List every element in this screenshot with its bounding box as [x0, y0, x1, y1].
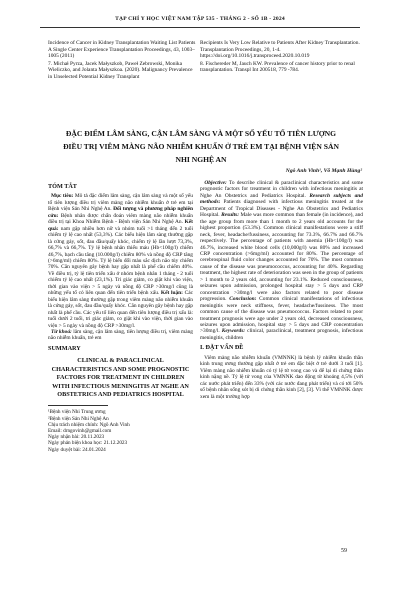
footnote: ²Bệnh viện Sản Nhi Nghệ An — [48, 415, 109, 422]
label: Keywords: — [221, 328, 246, 335]
tom-tat-heading: TÓM TẮT — [48, 183, 77, 190]
text: To describe clinical & paraclinical characteristics and some prognostic factors for treatment in children with infectious meningitis at Nghe An Obstetrics and Pediatrics Hospital. — [200, 180, 363, 199]
references-right — [200, 40, 360, 75]
label: Đối tượng và phương pháp nghiên cứu: — [48, 206, 193, 219]
abstract-paragraph — [200, 180, 363, 341]
text: Male was more common than female (in incidence), and the age group from more than 1 month to 2 years old accounts for the highest proportion (53.3%). Common clinical manifestations were a stiff neck, fever, headache/fussiness, accounting for 73.3%, 66.7% and 66.7% respectively. The percentage of patients with anemia (Hb<100g/l) was 46.7%, increased white blood cells (10,000g/l) was 80% and increased CRP concentration (>6mg/ml) accounted for 80%. The percentage of cerebrospinal fluid color changes accounted for 70%. The most common cause of the disease was pneumococcus, accounting for 40%. Regarding treatment, the highest rate of deterioration was seen in the group of patients > 1 month to 2 years old, accounting for 23.1%. Reduced consciousness, seizures upon admission, prolonged hospital stay > 5 days and CRP concentration >30mg/l were also factors related to poor disease progression. — [200, 212, 363, 303]
intro-paragraph — [200, 355, 363, 400]
label: Research subjects and methods: — [200, 192, 363, 206]
footnote: Ngày duyệt bài: 24.01.2024 — [48, 446, 106, 453]
text: Mô tả đặc điểm lâm sàng, cận lâm sàng và một số yếu tố tiên lượng điều trị viêm màng não nhiễm khuẩn ở trẻ em tại Bệnh viện Sản Nhi Nghệ An. — [48, 193, 193, 213]
right-column — [200, 180, 363, 400]
footnotes — [48, 409, 193, 452]
reference-item: Incidence of Cancer in Kidney Transplantation Waiting List Patients A Single Center Experience Transplantation Proceedings, 43, 1003–1005 (2011) — [48, 40, 196, 59]
summary-heading: SUMMARY — [48, 344, 81, 352]
label: Results: — [221, 212, 240, 219]
label: Kết quả: — [48, 219, 193, 232]
reference-item: 7. Michał Pyrza, Jacek Małyszkob, Paweł Zebrowski, Monika Wieliczko, and Jolanta Małyszkoa. (2020). Malignancy Prevalence in Unselected Potential Kidney Transplant — [48, 60, 193, 80]
article-title: ĐẶC ĐIỂM LÂM SÀNG, CẬN LÂM SÀNG VÀ MỘT SỐ YẾU TỐ TIÊN LƯỢNG ĐIỀU TRỊ VIÊM MÀNG NÃO NHIỄM KHUẨN Ở TRẺ EM TẠI BỆNH VIỆN SẢN NHI NGHỆ AN — [63, 129, 339, 164]
reference-item: Recipients Is Very Low Relative to Patients After Kidney Transplantation. Transplantation Proceedings, 20, 1-4. https://doi.org/10.1016/j.transproceed.2020.10.019 — [200, 40, 360, 59]
page-number: 59 — [341, 548, 347, 554]
text: lâm sàng, cận lâm sàng, tiên lượng điều trị, viêm màng não nhiễm khuẩn, trẻ em — [48, 328, 193, 342]
left-column — [48, 180, 193, 453]
journal-header: TẠP CHÍ Y HỌC VIỆT NAM TẬP 535 - THÁNG 2 - SỐ 1B - 2024 — [115, 16, 285, 22]
footnote: Chịu trách nhiệm chính: Ngô Anh Vinh — [48, 421, 130, 428]
footnote: Email: drngovinh@gmail.com — [48, 427, 112, 434]
text: Các biểu hiện lâm sàng thường gặp trong viêm màng não nhiễm khuẩn là cứng gáy, sốt, đau đầu/quấy khóc. Căn nguyên gây bệnh hay gặp nhất là phế cầu. Các yếu tố liên quan đến tiên lượng điều trị xấu là: tuổi dưới 2 tuổi, tri giác giảm, co giật khi vào viện, thời gian vào viện > 5 ngày và nồng độ CRP >30mg/l. — [48, 290, 193, 329]
english-title: CLINICAL & PARACLINICAL CHARACTERISTICS AND SOME PROGNOSTIC FACTORS FOR TREATMENT IN CHILDREN WITH INFECTIOUS MENINGITIS AT NGHE AN OBSTETRICS AND PEDIATRICS HOSPITAL — [51, 357, 190, 398]
text: Bệnh nhân được chẩn đoán viêm màng não nhiễm khuẩn điều trị tại Khoa Nhiễm Bệnh - Bệnh viện Sản Nhi Nghệ An. — [48, 212, 193, 226]
footnote: Ngày phản biện khoa học: 21.12.2023 — [48, 440, 128, 447]
intro-heading: I. ĐẶT VẤN ĐỀ — [200, 344, 244, 352]
label: Conclusion: — [229, 296, 257, 303]
text: Viêm màng não nhiễm khuẩn (VMNNK) là bệnh lý nhiễm khuẩn thần kinh trung ương thường gặp nhất ở trẻ em đặc biệt ở trẻ dưới 3 tuổi [1]. Viêm màng não nhiễm khuẩn có tỷ lệ tử vong cao và để lại di chứng thần kinh nặng nề. Tỷ lệ tử vong của VMNNK dao động từ khoảng 4,5% (với các nước phát triển) đến 33% (với các nước đang phát triển) và có tới 50% số bệnh nhân sống sót bị di chứng thần kinh [2], [3]. Vì thế VMNNK được xem là một trường hợp — [200, 354, 363, 400]
text: Patients diagnosed with infectious meningitis treated at the Department of Tropical Diseases - Nghe An Obstetrics and Pediatrics Hospital. — [200, 199, 363, 219]
footnote-rule — [48, 405, 108, 406]
header-rule — [40, 27, 360, 28]
footnote: ¹Bệnh viện Nhi Trung ương — [48, 409, 106, 416]
label: Mục tiêu: — [50, 193, 74, 200]
label: Từ khoá: — [50, 328, 72, 335]
text: nam gặp nhiều hơn nữ và nhóm tuổi >1 tháng đến 2 tuổi chiếm tỷ lệ cao nhất (53,3%). Các biểu hiện lâm sàng thường gặp là cứng gáy, sốt, đau đầu/quấy khóc, chiếm tỷ lệ lần lượt 73,3%, 66,7% và 66,7%. Tỷ lệ bệnh nhân thiếu máu (Hb<100g/l) chiếm 46,7%, bạch cầu tăng (10.000g/l) chiếm 80% và nồng độ CRP tăng (>6mg/ml) chiếm 80%. Tỷ lệ biến đổi màu sắc dịch não tủy chiếm 70%. Căn nguyên gây bệnh hay gặp nhất là phế cầu chiếm 40%. Về điều trị, tỷ lệ tiên triển xấu ở nhóm bệnh nhân 1 tháng - 2 tuổi chiếm tỷ lệ cao nhất (23,1%). Tri giác giảm, co giật khi vào viện, thời gian vào viện > 5 ngày và nồng độ CRP >30mg/l cũng là những yếu tố có liên quan đến tiên triển bệnh xấu. — [48, 225, 193, 297]
tom-tat-paragraph — [48, 193, 193, 329]
text: clinical, paraclinical, treatment prognosis, infectious meningitis, children — [200, 328, 363, 341]
text: Common clinical manifestations of infectious meningitis were neck stiffness, fever, headache/fussiness. The most common cause of the disease was pneumococcus. Factors related to poor treatment prognosis were age under 2 years old, decreased consciousness, seizures upon admission, hospital stay > 5 days and CRP concentration >30mg/l. — [200, 296, 363, 335]
reference-item: 8. Fischereder M, Jauch KW. Prevalence of cancer history prior to renal transplantation. Transpl Int 200518, 779 -784. — [200, 60, 355, 73]
label: Objective: — [204, 180, 227, 186]
tom-tat-keywords — [48, 329, 193, 342]
article-authors: Ngô Anh Vinh¹, Võ Mạnh Hùng² — [285, 168, 362, 174]
references-left — [48, 40, 198, 81]
footnote: Ngày nhận bài: 20.11.2023 — [48, 434, 105, 441]
label: Kết luận: — [160, 290, 183, 297]
